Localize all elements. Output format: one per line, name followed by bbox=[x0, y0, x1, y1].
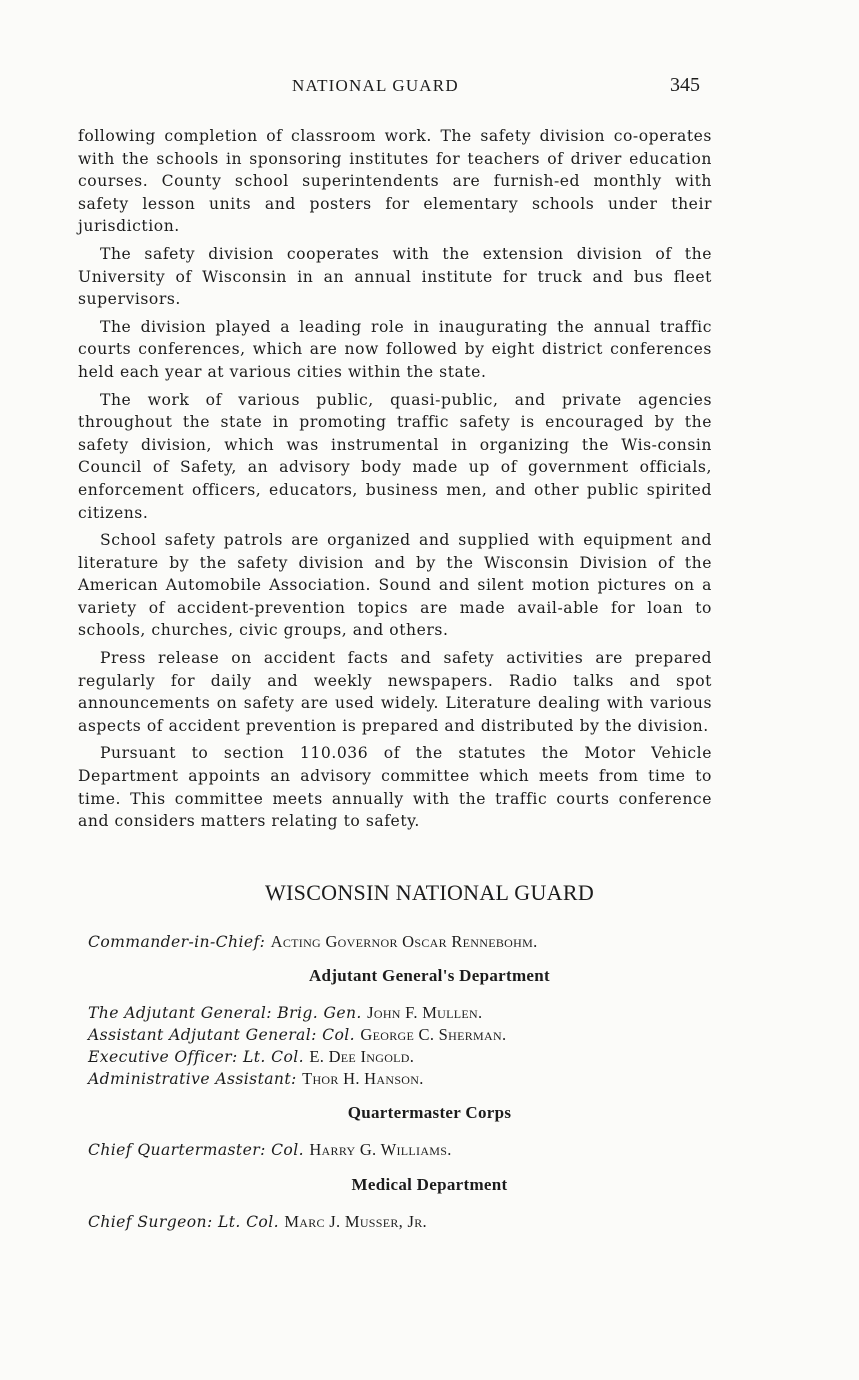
section-title: WISCONSIN NATIONAL GUARD bbox=[264, 880, 595, 905]
running-title: NATIONAL GUARD bbox=[292, 76, 459, 95]
entry-chief-surgeon bbox=[88, 1212, 427, 1232]
body-text bbox=[78, 125, 712, 838]
subheading-quartermaster: Quartermaster Corps bbox=[347, 1103, 512, 1122]
page-number: 345 bbox=[670, 74, 700, 96]
subheading-adjutant: Adjutant General's Department bbox=[308, 966, 550, 985]
paragraph-4: The work of various public, quasi-public, and private agencies throughout the state in promoting traffic safety is encouraged by the safety division, which was instrumental in organizing the Wis-consin Council of Safety, an advisory body made up of government officials, enforcement officers, educators, business men, and other public spirited citizens. bbox=[78, 390, 712, 522]
entry-name: Harry G. Williams. bbox=[309, 1140, 452, 1159]
entry-assistant-adjutant bbox=[88, 1025, 506, 1045]
paragraph-5: School safety patrols are organized and supplied with equipment and literature by the safety division and by the Wisconsin Division of the American Automobile Association. Sound and silent motion pictures on a variety of accident-prevention topics are made avail-able for loan to schools, churches, civic groups, and others. bbox=[78, 531, 712, 640]
paragraph-3: The division played a leading role in inaugurating the annual traffic courts conferences, which are now followed by eight district conferences held each year at various cities within the state. bbox=[78, 317, 712, 381]
entry-role: Chief Quartermaster: bbox=[88, 1141, 266, 1159]
entry-rank: Lt. Col. bbox=[242, 1048, 304, 1066]
entry-name: George C. Sherman. bbox=[360, 1025, 507, 1044]
entry-adjutant-general bbox=[88, 1003, 482, 1023]
paragraph-7: Pursuant to section 110.036 of the statutes the Motor Vehicle Department appoints an advisory committee which meets from time to time. This committee meets annually with the traffic courts conference and considers matters relating to safety. bbox=[78, 744, 712, 831]
paragraph-6: Press release on accident facts and safety activities are prepared regularly for daily and weekly newspapers. Radio talks and spot announcements on safety are used widely. Literature dealing with various aspects of accident prevention is prepared and distributed by the division. bbox=[78, 649, 712, 735]
running-header bbox=[0, 72, 859, 100]
entry-role: Assistant Adjutant General: bbox=[88, 1026, 317, 1044]
entry-administrative-assistant bbox=[88, 1069, 424, 1089]
paragraph-2: The safety division cooperates with the extension division of the University of Wisconsin in an annual institute for truck and bus fleet supervisors. bbox=[78, 244, 712, 309]
entry-role: Administrative Assistant: bbox=[88, 1070, 297, 1088]
entry-rank: Lt. Col. bbox=[217, 1213, 279, 1231]
entry-role: The Adjutant General: bbox=[88, 1004, 272, 1022]
paragraph-1: following completion of classroom work. The safety division co-operates with the schools in sponsoring institutes for teachers of driver education courses. County school superintendents are furnish-ed monthly with safety lesson units and posters for elementary schools under their jurisdiction. bbox=[78, 127, 712, 236]
entry-rank: Col. bbox=[322, 1026, 356, 1044]
entry-role: Commander-in-Chief: bbox=[88, 933, 266, 951]
commander-entry bbox=[88, 932, 538, 952]
entry-rank: Col. bbox=[271, 1141, 304, 1159]
entry-name: Thor H. Hanson. bbox=[302, 1069, 424, 1088]
entry-executive-officer bbox=[88, 1047, 414, 1067]
entry-name: E. Dee Ingold. bbox=[309, 1047, 415, 1066]
entry-role: Executive Officer: bbox=[88, 1048, 238, 1066]
entry-rank: Brig. Gen. bbox=[277, 1004, 362, 1022]
entry-name: Acting Governor Oscar Rennebohm. bbox=[270, 932, 538, 951]
entry-chief-quartermaster bbox=[88, 1140, 452, 1160]
subheading-medical: Medical Department bbox=[351, 1175, 508, 1194]
entry-role: Chief Surgeon: bbox=[88, 1213, 213, 1231]
entry-name: Marc J. Musser, Jr. bbox=[284, 1212, 427, 1231]
entry-name: John F. Mullen. bbox=[367, 1003, 483, 1022]
